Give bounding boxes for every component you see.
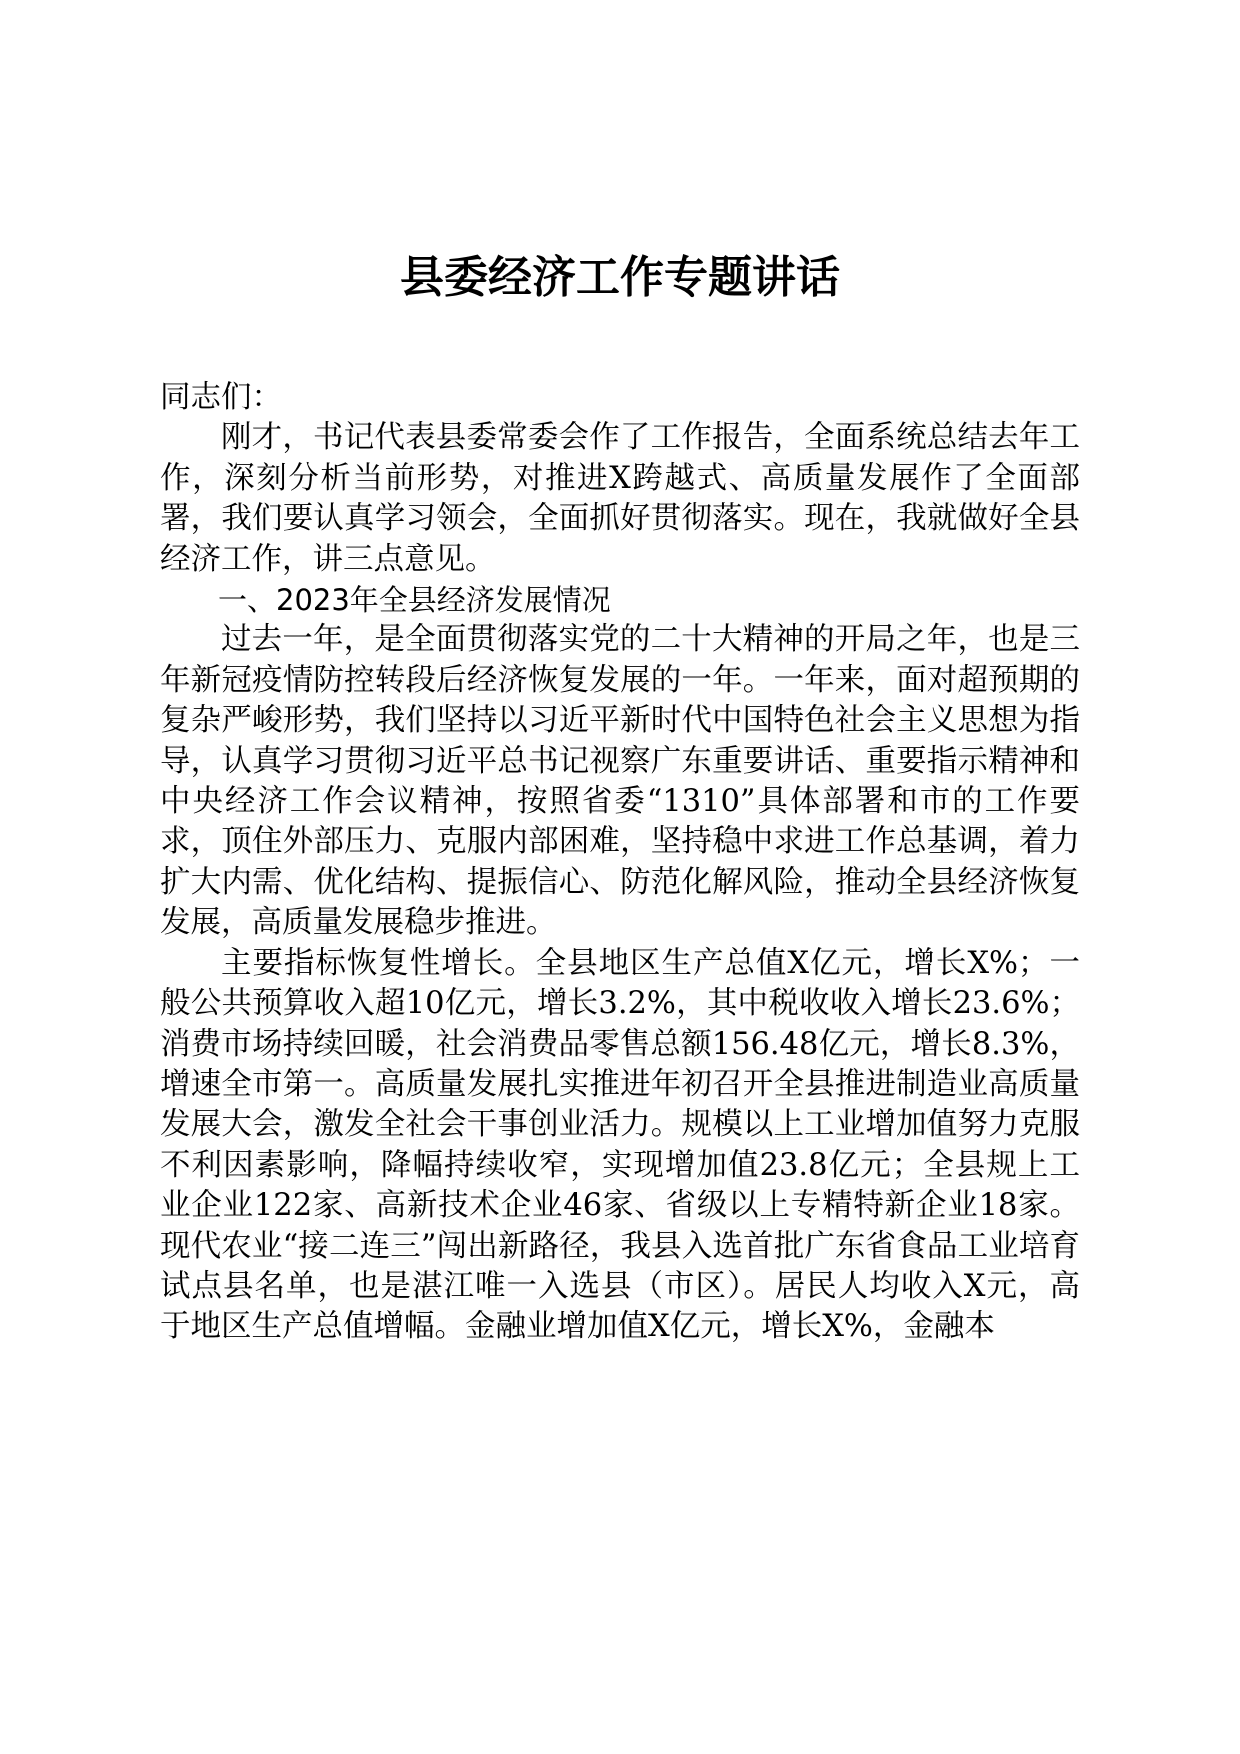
section-paragraph: 过去一年，是全面贯彻落实党的二十大精神的开局之年，也是三年新冠疫情防控转段后经济恢复发展的一年。一年来，面对超预期的复杂严峻形势，我们坚持以习近平新时代中国特色社会主义思想为指导，认真学习贯彻习近平总书记视察广东重要讲话、重要指示精神和中央经济工作会议精神，按照省委“1310”具体部署和市的工作要求，顶住外部压力、克服内部困难，坚持稳中求进工作总基调，着力扩大内需、优化结构、提振信心、防范化解风险，推动全县经济恢复发展，高质量发展稳步推进。 bbox=[160, 622, 1080, 941]
intro-paragraph: 刚才，书记代表县委常委会作了工作报告，全面系统总结去年工作，深刻分析当前形势，对推进X跨越式、高质量发展作了全面部署，我们要认真学习领会，全面抓好贯彻落实。现在，我就做好全县经济工作，讲三点意见。 bbox=[160, 420, 1080, 577]
section-heading: 一、2023年全县经济发展情况 bbox=[218, 583, 611, 618]
document-body bbox=[160, 378, 1080, 1348]
salutation: 同志们： bbox=[160, 380, 282, 415]
section-paragraph: 主要指标恢复性增长。全县地区生产总值X亿元，增长X%；一般公共预算收入超10亿元，增长3.2%，其中税收收入增长23.6%；消费市场持续回暖，社会消费品零售总额156.48亿元，增长8.3%，增速全市第一。高质量发展扎实推进年初召开全县推进制造业高质量发展大会，激发全社会干事创业活力。规模以上工业增加值努力克服不利因素影响，降幅持续收窄，实现增加值23.8亿元；全县规上工业企业122家、高新技术企业46家、省级以上专精特新企业18家。现代农业“接二连三”闯出新路径，我县入选首批广东省食品工业培育试点县名单，也是湛江唯一入选县（市区）。居民人均收入X元，高于地区生产总值增幅。金融业增加值X亿元，增长X%，金融本 bbox=[160, 945, 1080, 1345]
document-title: 县委经济工作专题讲话 bbox=[400, 252, 840, 303]
